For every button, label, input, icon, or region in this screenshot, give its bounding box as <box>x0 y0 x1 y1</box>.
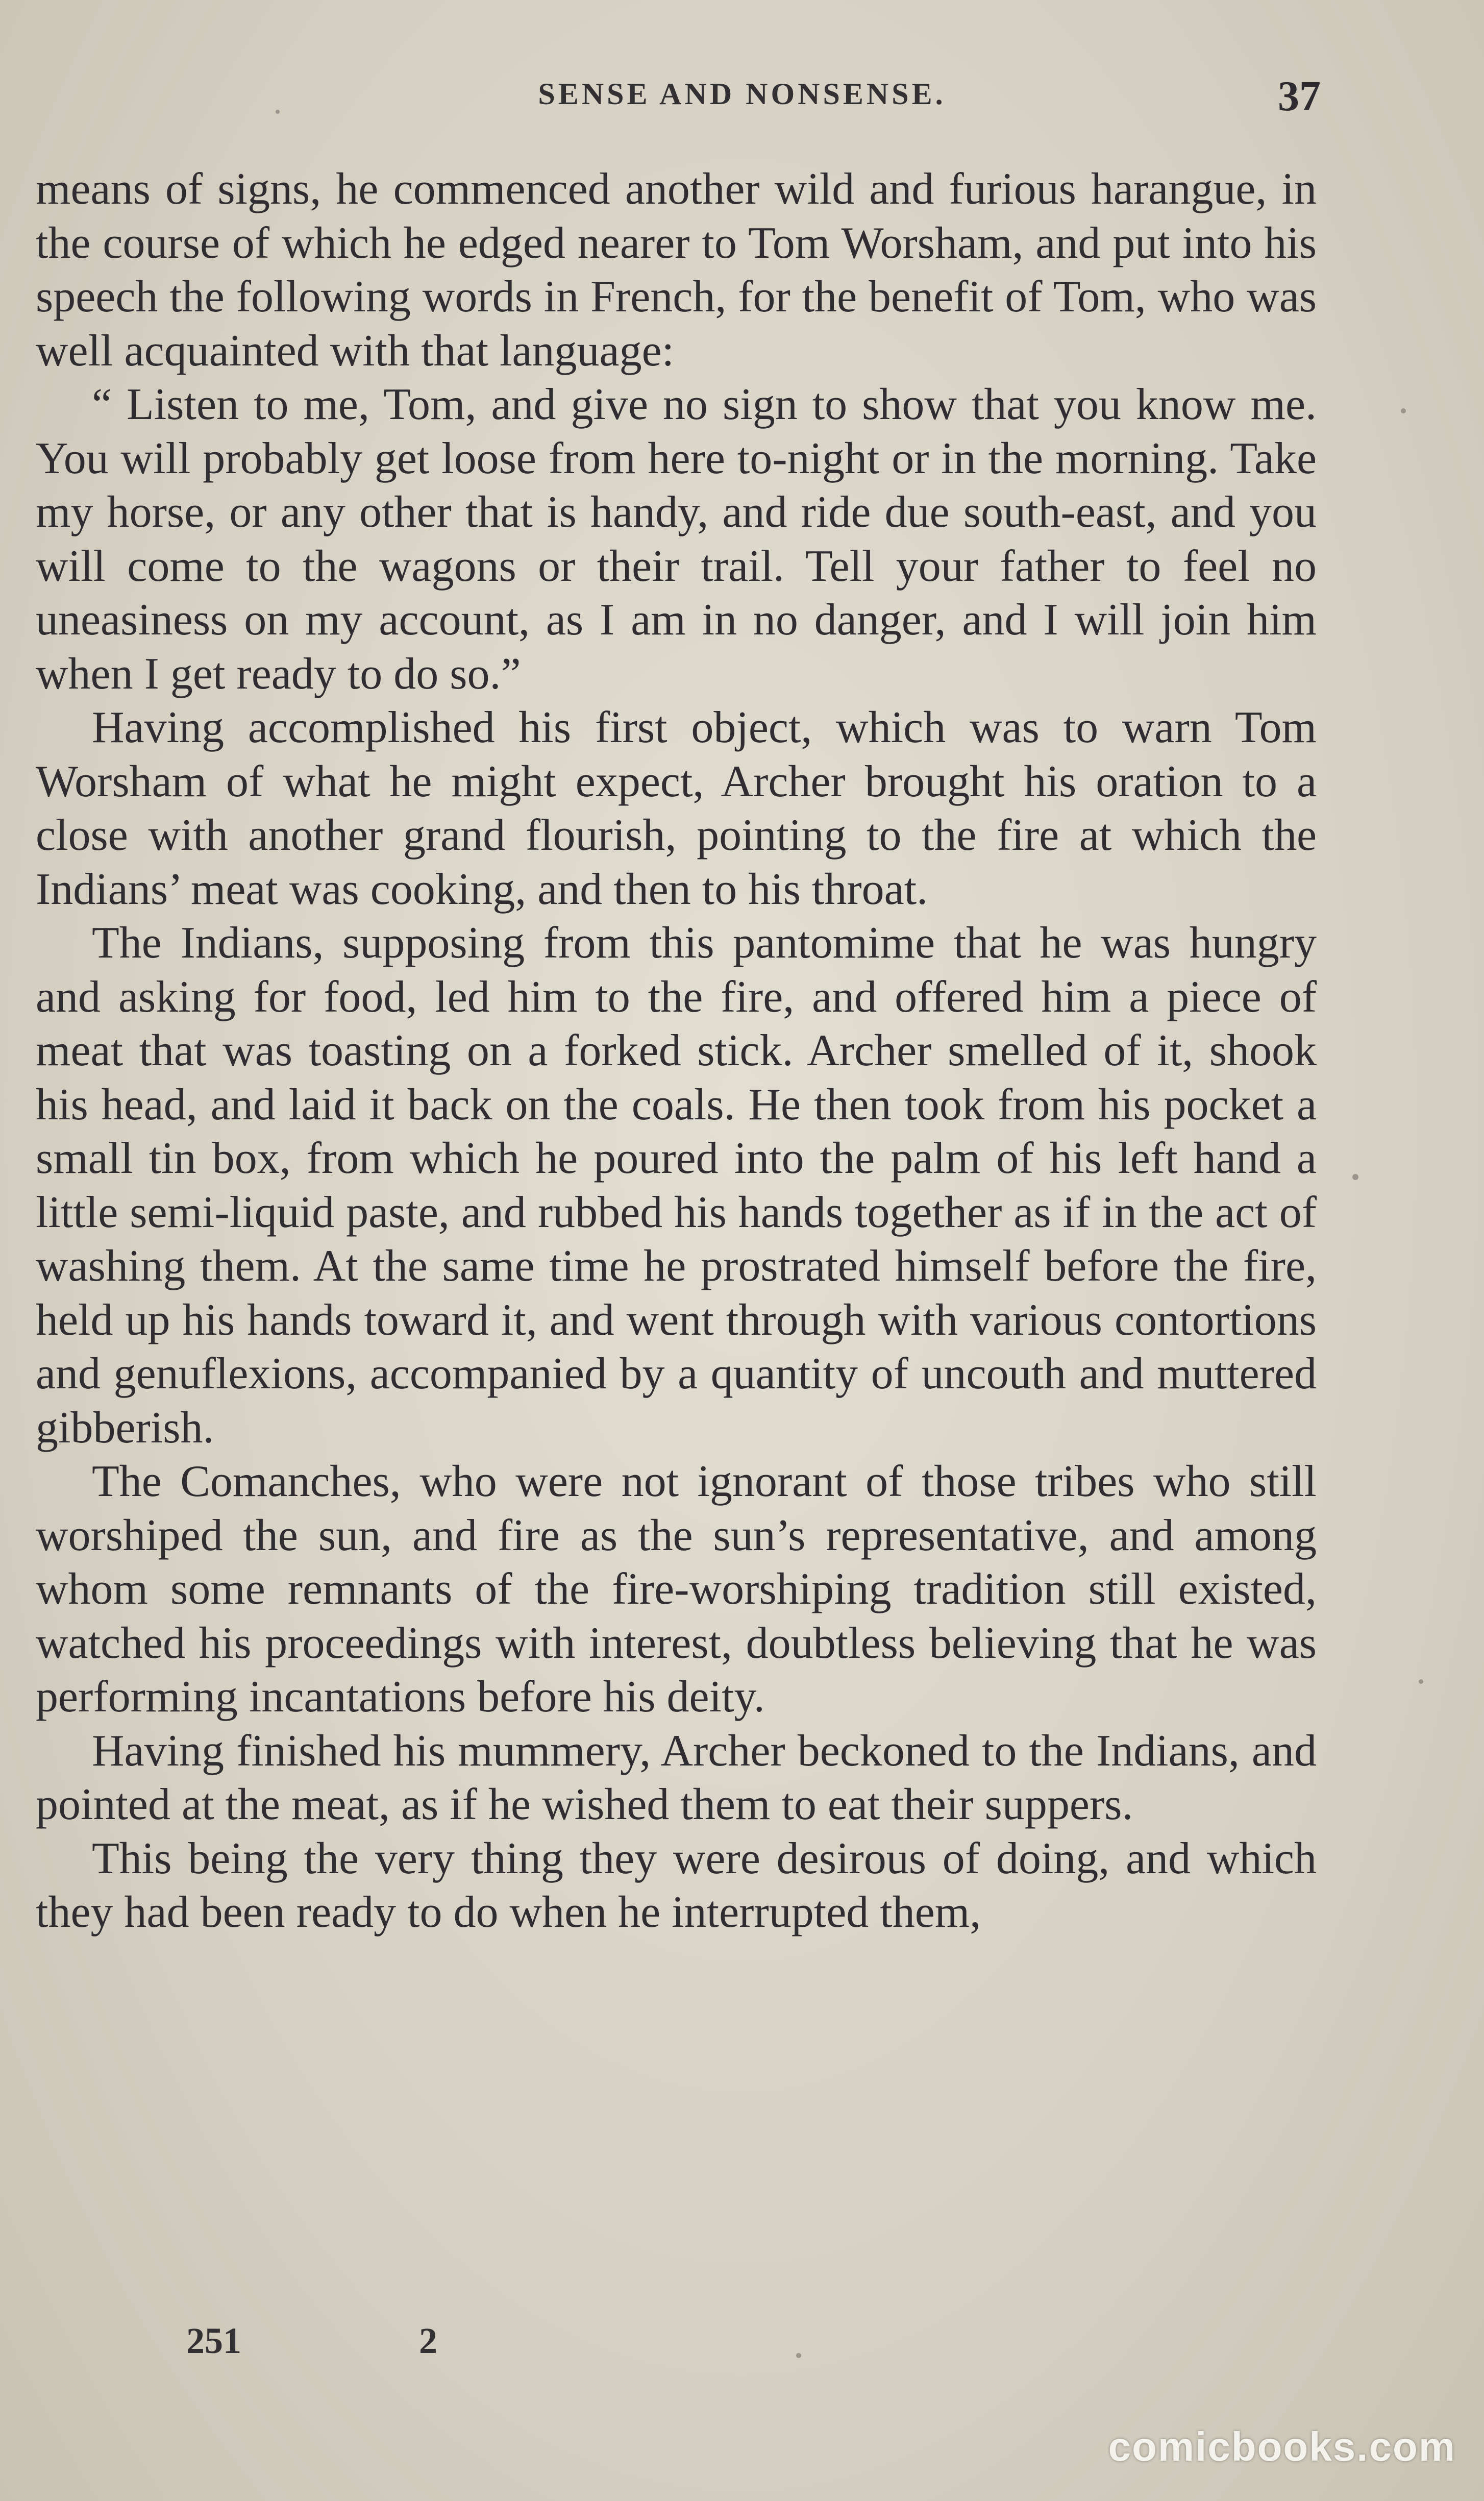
paragraph: Having accomplished his first object, which was to warn Tom Worsham of what he might expect, Archer brought his oration to a close with another grand flourish, pointing to the fire at which the Indians’ meat was cooking, and then to his throat. <box>36 703 1317 914</box>
paragraph-continuation: means of signs, he commenced another wild and furious harangue, in the course of which he edged nearer to Tom Worsham, and put into his speech the following words in French, for the benefit of Tom, who was well acquainted with that language: <box>36 164 1317 376</box>
signature-gathering: 2 <box>419 2320 437 2361</box>
page-number: 37 <box>1278 72 1321 120</box>
paragraph: The Comanches, who were not ignorant of those tribes who still worshiped the sun, and fire as the sun’s representative, and among whom some remnants of the fire-worshiping tradition still existed, watched his proceedings with interest, doubtless believing that he was performing incantations before his deity. <box>36 1457 1317 1722</box>
signature-number: 251 <box>186 2320 241 2361</box>
paper-speck <box>1419 1679 1423 1684</box>
running-head <box>0 72 1484 133</box>
body-text <box>36 162 1317 1940</box>
paragraph-quoted-speech: “ Listen to me, Tom, and give no sign to show that you know me. You will probably get loose from here to-night or in the morning. Take my horse, or any other that is handy, and ride due south-east, and you will come to the wagons or their trail. Tell your father to feel no uneasiness on my account, as I am in no danger, and I will join him when I get ready to do so.” <box>36 380 1317 699</box>
running-title: SENSE AND NONSENSE. <box>538 77 946 111</box>
paper-speck <box>276 110 280 114</box>
site-watermark: comicbooks.com <box>1108 2424 1456 2469</box>
paper-speck <box>1401 408 1406 413</box>
paragraph: Having finished his mummery, Archer beckoned to the Indians, and pointed at the meat, as if he wished them to eat their suppers. <box>36 1726 1317 1829</box>
paragraph-continues: This being the very thing they were desirous of doing, and which they had been ready to do when he interrupted them, <box>36 1833 1317 1937</box>
printer-signature-mark <box>186 2320 437 2362</box>
paper-speck <box>796 2353 801 2358</box>
paper-speck <box>1352 1174 1358 1180</box>
paragraph: The Indians, supposing from this pantomime that he was hungry and asking for food, led him to the fire, and offered him a piece of meat that was toasting on a forked stick. Archer smelled of it, shook his head, and laid it back on the coals. He then took from his pocket a small tin box, from which he poured into the palm of his left hand a little semi-liquid paste, and rubbed his hands together as if in the act of washing them. At the same time he prostrated himself before the fire, held up his hands toward it, and went through with various contortions and genuflexions, accompanied by a quantity of uncouth and muttered gibberish. <box>36 918 1317 1453</box>
